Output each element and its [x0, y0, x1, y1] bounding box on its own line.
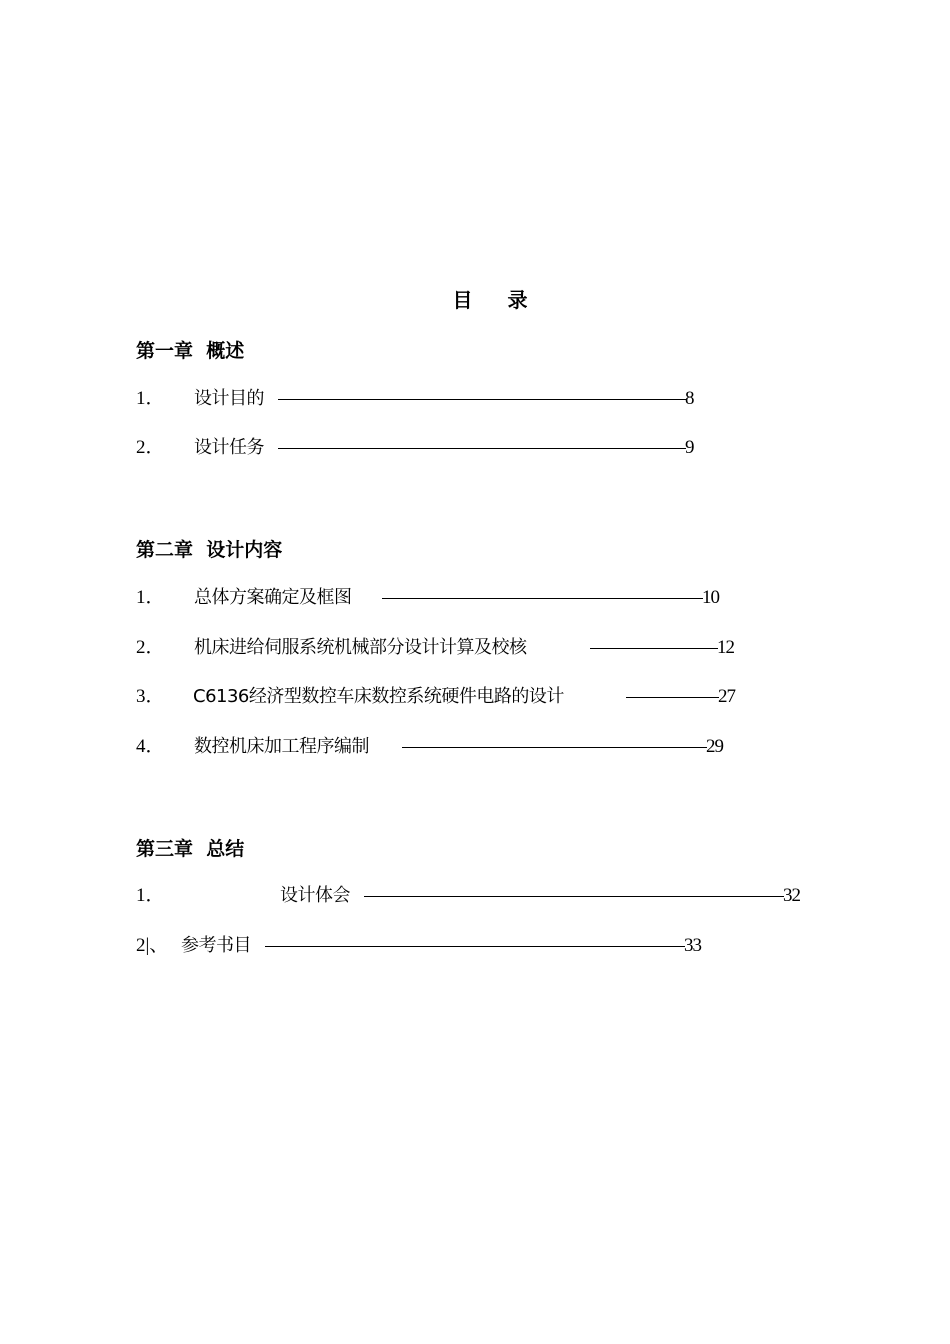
entry-page-number: 8 [685, 388, 694, 409]
entry-number: 2|、 [136, 935, 169, 956]
dot-leader [278, 448, 686, 449]
toc-title: 目 录 [452, 288, 542, 312]
entry-number: 4． [136, 736, 165, 757]
dot-leader [626, 697, 719, 698]
entry-number: 2． [136, 637, 165, 658]
entry-page-number: 27 [718, 686, 735, 707]
entry-label: 数控机床加工程序编制 [194, 736, 369, 757]
toc-entry-2-2[interactable] [136, 634, 776, 662]
entry-number: 1． [136, 388, 165, 409]
entry-label: 设计体会 [280, 885, 350, 906]
entry-page-number: 29 [706, 736, 723, 757]
entry-label: 设计目的 [194, 388, 264, 409]
toc-entry-3-2[interactable] [136, 932, 756, 960]
chapter-3-heading: 第三章 总结 [136, 838, 245, 860]
entry-label: C6136经济型数控车床数控系统硬件电路的设计 [193, 686, 564, 707]
entry-number: 1． [136, 587, 165, 608]
entry-number: 2． [136, 437, 165, 458]
dot-leader [278, 399, 686, 400]
dot-leader [402, 747, 707, 748]
chapter-1-heading: 第一章 概述 [136, 340, 245, 362]
dot-leader [265, 946, 685, 947]
dot-leader [382, 598, 703, 599]
dot-leader [364, 896, 784, 897]
toc-entry-1-2[interactable] [136, 434, 736, 462]
toc-entry-2-4[interactable] [136, 733, 776, 761]
chapter-2-heading: 第二章 设计内容 [136, 539, 283, 561]
entry-label: 总体方案确定及框图 [194, 587, 352, 608]
toc-entry-1-1[interactable] [136, 385, 736, 413]
entry-page-number: 32 [783, 885, 800, 906]
entry-label: 参考书目 [181, 935, 251, 956]
entry-number: 1． [136, 885, 165, 906]
entry-label: 机床进给伺服系统机械部分设计计算及校核 [194, 637, 527, 658]
toc-entry-2-3[interactable] [136, 683, 776, 711]
entry-number: 3． [136, 686, 165, 707]
entry-label: 设计任务 [194, 437, 264, 458]
dot-leader [590, 648, 718, 649]
toc-entry-2-1[interactable] [136, 584, 756, 612]
entry-page-number: 33 [684, 935, 701, 956]
entry-page-number: 9 [685, 437, 694, 458]
entry-page-number: 12 [717, 637, 734, 658]
entry-page-number: 10 [702, 587, 719, 608]
toc-entry-3-1[interactable] [136, 882, 836, 910]
